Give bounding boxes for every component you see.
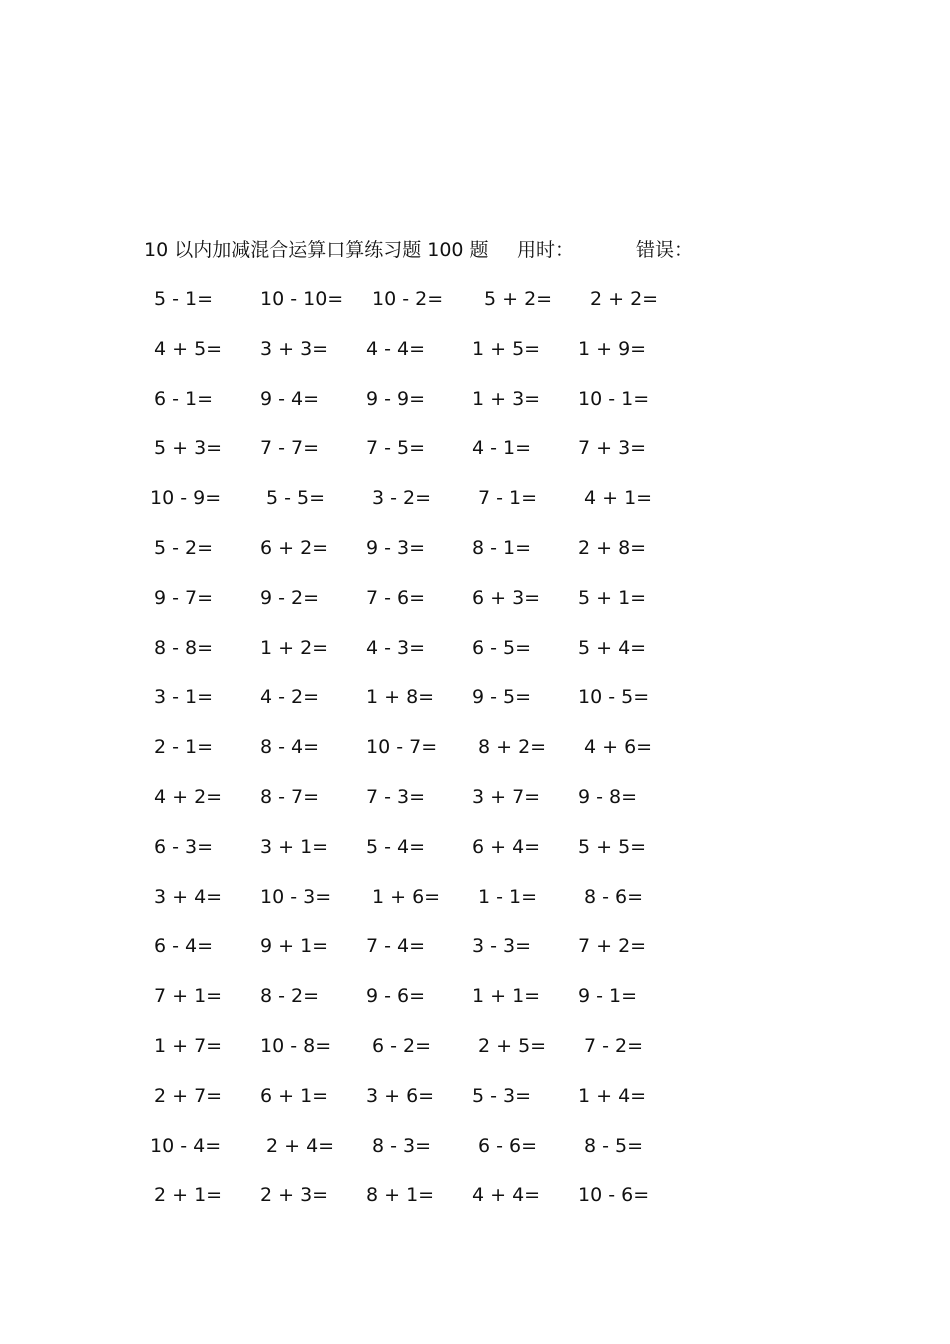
problem-item: 9 - 8= xyxy=(578,785,638,808)
problem-item: 2 + 2= xyxy=(590,288,659,310)
problem-row xyxy=(144,533,704,583)
problem-item: 3 - 3= xyxy=(472,935,532,958)
problem-item: 1 + 8= xyxy=(366,686,435,709)
problem-item: 9 - 9= xyxy=(366,387,426,410)
problem-item: 4 - 1= xyxy=(472,437,532,460)
problem-item: 5 - 4= xyxy=(366,835,426,858)
problem-item: 3 + 3= xyxy=(260,337,329,360)
problem-item: 7 - 7= xyxy=(260,437,320,460)
problem-item: 8 + 2= xyxy=(478,736,547,759)
problem-item: 7 - 4= xyxy=(366,935,426,958)
problem-item: 6 + 4= xyxy=(472,835,541,858)
problem-item: 5 + 3= xyxy=(154,437,223,460)
problem-row xyxy=(144,882,704,932)
problem-item: 7 + 1= xyxy=(154,985,223,1008)
problem-item: 3 + 1= xyxy=(260,835,329,858)
problem-row xyxy=(144,583,704,633)
problem-item: 9 - 5= xyxy=(472,686,532,709)
problem-item: 10 - 4= xyxy=(150,1134,222,1157)
problem-item: 9 - 6= xyxy=(366,985,426,1008)
problem-item: 10 - 5= xyxy=(578,686,650,709)
problem-row xyxy=(144,284,704,334)
problem-item: 5 + 1= xyxy=(578,586,647,609)
problem-item: 6 - 1= xyxy=(154,387,214,410)
problem-item: 7 - 3= xyxy=(366,785,426,808)
problem-item: 6 - 2= xyxy=(372,1034,432,1057)
problem-item: 3 - 1= xyxy=(154,686,214,709)
problem-item: 3 + 7= xyxy=(472,785,541,808)
problem-row xyxy=(144,1180,704,1230)
problem-item: 7 - 6= xyxy=(366,586,426,609)
problem-item: 2 + 3= xyxy=(260,1184,329,1207)
problem-row xyxy=(144,782,704,832)
problem-item: 7 - 5= xyxy=(366,437,426,460)
problem-item: 10 - 1= xyxy=(578,387,650,410)
problem-item: 10 - 6= xyxy=(578,1184,650,1207)
problem-item: 2 + 7= xyxy=(154,1084,223,1107)
problem-item: 6 + 1= xyxy=(260,1084,329,1107)
time-used-label: 用时： xyxy=(517,239,575,261)
problem-item: 8 - 7= xyxy=(260,785,320,808)
problem-item: 3 + 4= xyxy=(154,885,223,908)
problem-item: 1 + 1= xyxy=(472,985,541,1008)
problem-row xyxy=(144,384,704,434)
problem-item: 10 - 2= xyxy=(372,288,444,310)
problem-item: 1 + 4= xyxy=(578,1084,647,1107)
problem-item: 4 + 5= xyxy=(154,337,223,360)
problem-item: 10 - 7= xyxy=(366,736,438,759)
problem-item: 8 - 1= xyxy=(472,536,532,559)
worksheet-title: 10 以内加减混合运算口算练习题 100 题 xyxy=(144,239,489,261)
problem-item: 7 + 2= xyxy=(578,935,647,958)
problem-item: 2 + 8= xyxy=(578,536,647,559)
problem-item: 1 + 5= xyxy=(472,337,541,360)
problem-item: 9 - 2= xyxy=(260,586,320,609)
problem-item: 9 + 1= xyxy=(260,935,329,958)
problem-row xyxy=(144,682,704,732)
problem-row xyxy=(144,832,704,882)
problem-row xyxy=(144,1031,704,1081)
problem-row xyxy=(144,1081,704,1131)
problem-row xyxy=(144,433,704,483)
problem-item: 8 - 2= xyxy=(260,985,320,1008)
problem-item: 6 + 2= xyxy=(260,536,329,559)
problem-item: 7 - 1= xyxy=(478,487,538,510)
problem-row xyxy=(144,334,704,384)
problem-item: 3 - 2= xyxy=(372,487,432,510)
problem-item: 6 + 3= xyxy=(472,586,541,609)
problem-item: 1 + 6= xyxy=(372,885,441,908)
problem-item: 4 - 4= xyxy=(366,337,426,360)
problem-item: 5 - 5= xyxy=(266,487,326,510)
problem-item: 8 - 5= xyxy=(584,1134,644,1157)
problem-item: 9 - 4= xyxy=(260,387,320,410)
problem-item: 4 + 6= xyxy=(584,736,653,759)
problem-item: 9 - 7= xyxy=(154,586,214,609)
problem-item: 1 + 2= xyxy=(260,636,329,659)
problem-row xyxy=(144,1131,704,1181)
problem-item: 9 - 3= xyxy=(366,536,426,559)
problem-item: 2 - 1= xyxy=(154,736,214,759)
problem-item: 5 + 4= xyxy=(578,636,647,659)
problem-item: 6 - 6= xyxy=(478,1134,538,1157)
problem-row xyxy=(144,633,704,683)
problem-item: 3 + 6= xyxy=(366,1084,435,1107)
problem-item: 1 + 9= xyxy=(578,337,647,360)
problem-item: 1 - 1= xyxy=(478,885,538,908)
problem-item: 2 + 5= xyxy=(478,1034,547,1057)
problem-item: 2 + 1= xyxy=(154,1184,223,1207)
problem-item: 6 - 3= xyxy=(154,835,214,858)
problem-row xyxy=(144,732,704,782)
problem-item: 7 + 3= xyxy=(578,437,647,460)
problem-item: 10 - 8= xyxy=(260,1034,332,1057)
problem-item: 6 - 5= xyxy=(472,636,532,659)
problem-item: 1 + 3= xyxy=(472,387,541,410)
problem-item: 10 - 3= xyxy=(260,885,332,908)
problem-item: 10 - 10= xyxy=(260,288,344,310)
problem-item: 5 + 5= xyxy=(578,835,647,858)
problem-row xyxy=(144,981,704,1031)
problem-item: 2 + 4= xyxy=(266,1134,335,1157)
problem-item: 7 - 2= xyxy=(584,1034,644,1057)
problem-item: 4 - 3= xyxy=(366,636,426,659)
problem-row xyxy=(144,931,704,981)
problem-item: 5 - 3= xyxy=(472,1084,532,1107)
problem-item: 5 - 2= xyxy=(154,536,214,559)
problem-item: 4 + 2= xyxy=(154,785,223,808)
problem-item: 8 - 8= xyxy=(154,636,214,659)
problem-item: 10 - 9= xyxy=(150,487,222,510)
problem-item: 5 + 2= xyxy=(484,288,553,310)
errors-label: 错误： xyxy=(636,239,694,261)
problem-item: 5 - 1= xyxy=(154,288,214,310)
problem-item: 8 - 3= xyxy=(372,1134,432,1157)
problem-row xyxy=(144,483,704,533)
problem-item: 8 + 1= xyxy=(366,1184,435,1207)
problem-item: 4 - 2= xyxy=(260,686,320,709)
problem-item: 4 + 4= xyxy=(472,1184,541,1207)
problem-grid xyxy=(144,284,704,1230)
problem-item: 8 - 6= xyxy=(584,885,644,908)
problem-item: 8 - 4= xyxy=(260,736,320,759)
problem-item: 4 + 1= xyxy=(584,487,653,510)
problem-item: 1 + 7= xyxy=(154,1034,223,1057)
problem-item: 6 - 4= xyxy=(154,935,214,958)
problem-item: 9 - 1= xyxy=(578,985,638,1008)
